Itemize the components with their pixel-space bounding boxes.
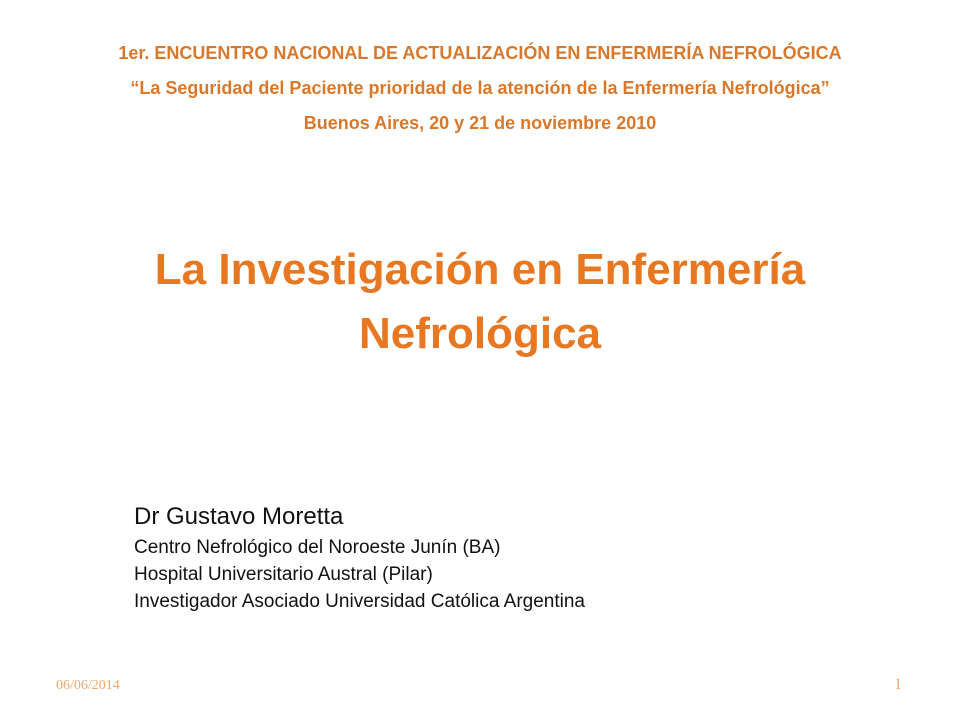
event-header bbox=[0, 36, 960, 141]
event-name: 1er. ENCUENTRO NACIONAL DE ACTUALIZACIÓN EN ENFERMERÍA NEFROLÓGICA bbox=[118, 43, 842, 63]
author-name: Dr Gustavo Moretta bbox=[134, 503, 344, 530]
slide-title bbox=[0, 238, 960, 366]
slide-number: 1 bbox=[894, 676, 902, 693]
event-place-date: Buenos Aires, 20 y 21 de noviembre 2010 bbox=[303, 113, 657, 133]
footer-date: 06/06/2014 bbox=[56, 678, 120, 693]
author-affiliation: Centro Nefrológico del Noroeste Junín (BA) bbox=[134, 537, 501, 558]
slide-title-line-2: Nefrológica bbox=[358, 309, 602, 358]
author-affiliation: Hospital Universitario Austral (Pilar) bbox=[134, 564, 433, 585]
author-block bbox=[134, 500, 585, 615]
author-affiliation: Investigador Asociado Universidad Católica Argentina bbox=[134, 591, 585, 612]
event-motto: “La Seguridad del Paciente prioridad de la atención de la Enfermería Nefrológica” bbox=[130, 78, 830, 98]
slide-title-line-1: La Investigación en Enfermería bbox=[154, 245, 806, 294]
